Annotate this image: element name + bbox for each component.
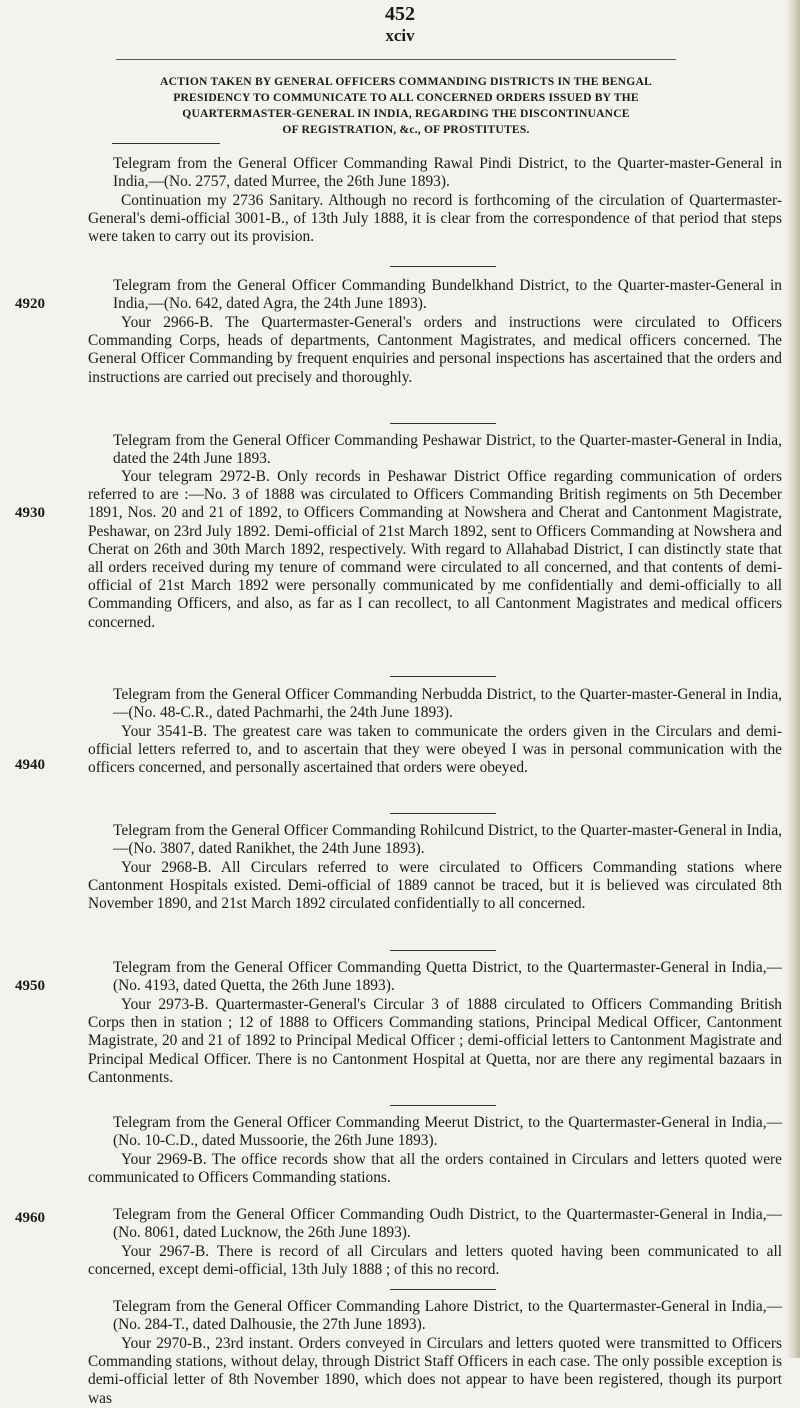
telegram-title: Telegram from the General Officer Commanding Bundelkhand District, to the Quarter-master-General in India,—(No. 642, dated Agra, the 24th June 1893). — [113, 277, 782, 313]
telegram-title: Telegram from the General Officer Commanding Rohilcund District, to the Quarter-master-General in India,—(No. 3807, dated Ranikhet, the 24th June 1893). — [113, 822, 782, 858]
margin-number: 4950 — [15, 978, 45, 994]
telegram-body: Your 2966-B. The Quartermaster-General's orders and instructions were circulated to Officers Commanding Corps, heads of departments, Cantonment Magistrates, and medical officers concerned. The General Officer Commanding by frequent enquiries and personal inspections has ascertained that the orders and instructions are carried out precisely and thoroughly. — [88, 314, 782, 386]
section-divider — [390, 1105, 496, 1106]
roman-page-number: xciv — [385, 26, 415, 45]
telegram-title: Telegram from the General Officer Commanding Rawal Pindi District, to the Quarter-master-General in India,—(No. 2757, dated Murree, the 26th June 1893). — [113, 155, 782, 191]
section-divider — [390, 676, 496, 677]
telegram-body: Your telegram 2972-B. Only records in Peshawar District Office regarding communication of orders referred to are :—No. 3 of 1888 was circulated to Officers Commanding British regiments on 5th December 1891, Nos. 20 and 21 of 1892, to Officers Commanding at Nowshera and Cherat and Cantonment Magistrate, Peshawar, on 23rd July 1892. Demi-official of 21st March 1892, sent to Officers Commanding at Nowshera and Cherat on 26th and 30th March 1892, respectively. With regard to Allahabad District, I can distinctly state that all orders received during my tenure of command were circulated to all concerned, and that contents of demi-official of 21st March 1892 were personally communicated by me confidentially and demi-officially to all Commanding Officers, and also, as far as I can recollect, to all Cantonment Magistrates and medical officers concerned. — [88, 468, 782, 631]
margin-number: 4920 — [15, 296, 45, 312]
telegram-body: Your 3541-B. The greatest care was taken to communicate the orders given in the Circulars and demi-official letters referred to, and to ascertain that they were obeyed I was in personal communication with the officers concerned, and personally ascertained that orders were obeyed. — [88, 723, 782, 777]
telegram-body: Your 2968-B. All Circulars referred to were circulated to Officers Commanding stations where Cantonment Hospitals existed. Demi-official of 1889 cannot be traced, but it is believed was circulated 8th November 1890, and 21st March 1892 circulated confidentially to all concerned. — [88, 859, 782, 913]
telegram-title: Telegram from the General Officer Commanding Meerut District, to the Quartermaster-General in India,—(No. 10-C.D., dated Mussoorie, the 26th June 1893). — [113, 1114, 782, 1150]
telegram-body: Your 2969-B. The office records show that all the orders contained in Circulars and letters quoted were communicated to Officers Commanding stations. — [88, 1151, 782, 1187]
heading-line: OF REGISTRATION, &c., OF PROSTITUTES. — [282, 123, 530, 136]
heading-line: PRESIDENCY TO COMMUNICATE TO ALL CONCERNED ORDERS ISSUED BY THE — [173, 91, 639, 104]
telegram-title: Telegram from the General Officer Commanding Peshawar District, to the Quarter-master-General in India, dated the 24th June 1893. — [113, 432, 782, 468]
telegram-body: Continuation my 2736 Sanitary. Although no record is forthcoming of the circulation of Quartermaster-General's demi-official 3001-B., of 13th July 1888, it is clear from the correspondence of that period that steps were taken to carry out its provision. — [88, 192, 782, 246]
section-divider — [390, 813, 496, 814]
section-divider — [390, 266, 496, 267]
margin-number: 4960 — [15, 1210, 45, 1226]
page-edge-shadow — [786, 0, 800, 1358]
section-heading — [100, 74, 712, 138]
telegram-title: Telegram from the General Officer Commanding Oudh District, to the Quartermaster-General in India,—(No. 8061, dated Lucknow, the 26th June 1893). — [113, 1206, 782, 1242]
section-divider — [390, 423, 496, 424]
telegram-title: Telegram from the General Officer Commanding Nerbudda District, to the Quarter-master-General in India,—(No. 48-C.R., dated Pachmarhi, the 24th June 1893). — [113, 686, 782, 722]
margin-number: 4930 — [15, 505, 45, 521]
telegram-body: Your 2970-B., 23rd instant. Orders conveyed in Circulars and letters quoted were transmitted to Officers Commanding stations, without delay, through District Staff Officers in each case. The only possible exception is demi-official letter of 8th November 1890, which does not appear to have been registered, though its purport was — [88, 1335, 782, 1407]
page-number: 452 — [385, 3, 415, 25]
telegram-title: Telegram from the General Officer Commanding Lahore District, to the Quartermaster-General in India,—(No. 284-T., dated Dalhousie, the 27th June 1893). — [113, 1298, 782, 1334]
telegram-body: Your 2967-B. There is record of all Circulars and letters quoted having been communicated to all concerned, except demi-official, 13th July 1888 ; of this no record. — [88, 1243, 782, 1279]
margin-number: 4940 — [15, 757, 45, 773]
heading-rule — [112, 143, 220, 144]
telegram-body: Your 2973-B. Quartermaster-General's Circular 3 of 1888 circulated to Officers Commanding British Corps then in station ; 12 of 1888 to Officers Commanding stations, Principal Medical Officer, Cantonment Magistrate, 20 and 21 of 1892 to Principal Medical Officer ; demi-official letters to Cantonment Magistrate and Principal Medical Officer. There is no Cantonment Hospital at Quetta, nor are there any regimental bazaars in Cantonments. — [88, 996, 782, 1086]
section-divider — [390, 950, 496, 951]
section-divider — [390, 1289, 496, 1290]
telegram-title: Telegram from the General Officer Commanding Quetta District, to the Quartermaster-General in India,—(No. 4193, dated Quetta, the 26th June 1893). — [113, 959, 782, 995]
heading-line: ACTION TAKEN BY GENERAL OFFICERS COMMANDING DISTRICTS IN THE BENGAL — [160, 75, 652, 88]
top-rule — [116, 59, 676, 60]
heading-line: QUARTERMASTER-GENERAL IN INDIA, REGARDING THE DISCONTINUANCE — [182, 107, 630, 120]
